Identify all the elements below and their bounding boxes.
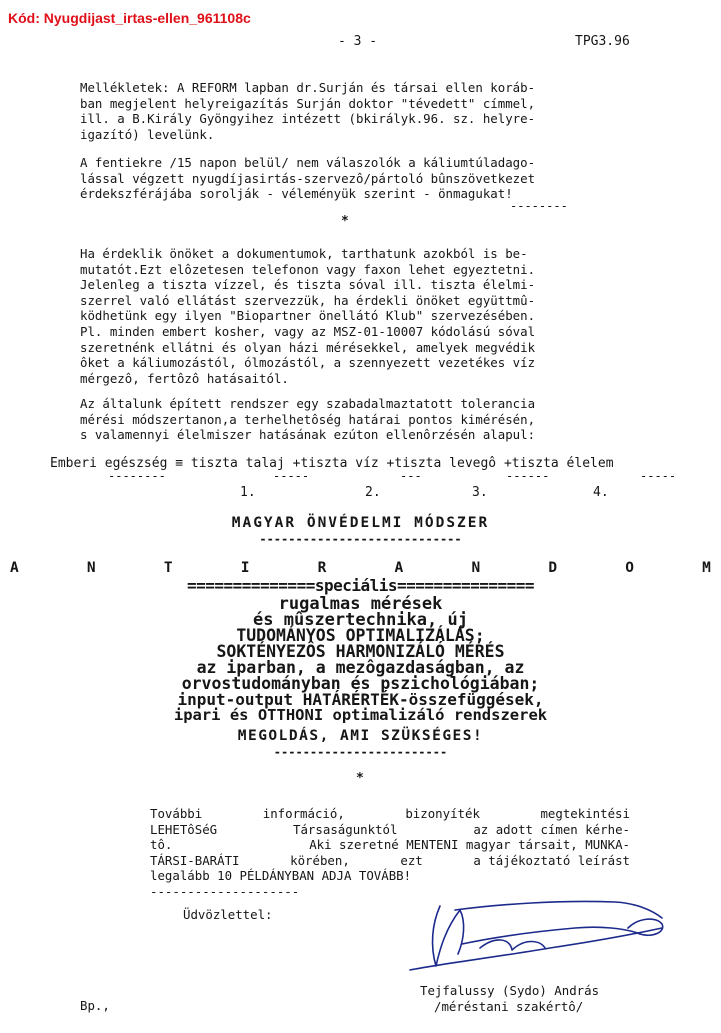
- antirandom-letter: M: [702, 560, 711, 576]
- formula-lead-underline: --------: [108, 469, 166, 483]
- warning-underline: --------: [510, 199, 568, 213]
- place-label: Bp.,: [80, 998, 110, 1013]
- formula-underline-viz: ---: [400, 469, 422, 483]
- formula-number-2: 2.: [365, 485, 381, 500]
- signer-block: [420, 983, 599, 1014]
- signer-title: /méréstani szakértô/: [434, 998, 584, 1014]
- banner-line-4: SOKTÉNYEZÔS HARMONIZÁLÓ MÉRÉS: [216, 642, 505, 661]
- documents-paragraph: Ha érdeklik önöket a dokumentumok, tarthatunk azokból is be- mutatót.Ezt elôzetesen telefonon vagy faxon lehet egyeztetni. Jelenleg a tiszta vízzel, és tiszta sóval ill. tiszta élelmi- szerrel való ellátást szervezzük, ha érdekli önöket együttmû- ködhetünk egy ilyen "Biopartner önellátó Klub" szervezésében. Pl. minden embert kosher, vagy az MSZ-01-10007 kódolású sóval szeretnénk ellátni és olyan házi mérésekkel, amelyek megvédik ôket a káliumozástól, ólmozástól, a szennyezett vezetékes víz mérgezô, fertôzô hatásaitól.: [80, 246, 536, 386]
- antirandom-letter: A: [394, 560, 404, 576]
- section-star: *: [341, 214, 349, 229]
- solution-underline: ------------------------: [273, 745, 448, 759]
- attachments-paragraph: Mellékletek: A REFORM lapban dr.Surján és társai ellen koráb- ban megjelent helyreigazítás Surján doktor "tévedett" címmel, ill. a B.Király Gyöngyihez intézett (bkirályk.96. sz. helyre- igazító) levelünk.: [80, 80, 536, 142]
- banner-title: MAGYAR ÖNVÉDELMI MÓDSZER: [231, 515, 490, 531]
- info-line-3: tô. Aki szeretné MENTENI magyar társait, MUNKA-: [150, 837, 630, 853]
- info-line-5: legalább 10 PÉLDÁNYBAN ADJA TOVÁBB!: [150, 868, 412, 884]
- info-block: [150, 806, 630, 900]
- antirandom-letter: N: [86, 560, 96, 576]
- greeting: Üdvözlettel:: [183, 907, 273, 922]
- banner-line-6: orvostudományban és pszichológiában;: [181, 674, 540, 693]
- signature-stroke: [455, 901, 662, 918]
- signature-stroke: [433, 906, 464, 966]
- formula-underline-talaj: -----: [273, 469, 310, 483]
- formula-underline-levego: ------: [506, 469, 550, 483]
- info-line-4: TÁRSI-BARÁTI körében, ezt a tájékoztató leírást: [150, 852, 630, 868]
- antirandom-letter: I: [240, 560, 250, 576]
- signature-stroke: [480, 940, 545, 950]
- signature-stroke: [628, 919, 663, 935]
- formula-number-4: 4.: [593, 485, 609, 500]
- banner-line-3: TUDOMÁNYOS OPTIMALIZÁLÁS;: [236, 626, 485, 645]
- banner-title-underline: ----------------------------: [259, 532, 462, 546]
- specialis-line: ==============speciális===============: [186, 576, 535, 595]
- system-paragraph: Az általunk épített rendszer egy szabadalmaztatott tolerancia mérési módszertanon,a terhelhetôség határai pontos kimérésén, s valamennyi élelmiszer hatásának ezúton ellenôrzésén alapul:: [80, 396, 536, 443]
- info-underline: --------------------: [150, 883, 300, 899]
- formula-underline-elelem: -----: [640, 469, 677, 483]
- banner-line-5: az iparban, a mezôgazdaságban, az: [196, 658, 525, 677]
- health-formula: Emberi egészség ≡ tiszta talaj +tiszta víz +tiszta levegô +tiszta élelem: [50, 456, 614, 471]
- solution-heading: MEGOLDÁS, AMI SZÜKSÉGES!: [237, 728, 484, 744]
- document-reference: TPG3.96: [575, 34, 630, 49]
- antirandom-letters: [10, 560, 711, 576]
- signature-stroke: [462, 927, 640, 944]
- antirandom-letter: O: [625, 560, 634, 576]
- formula-number-3: 3.: [472, 485, 488, 500]
- antirandom-letter: R: [317, 560, 327, 576]
- antirandom-letter: A: [10, 560, 19, 576]
- page-number: - 3 -: [338, 34, 378, 49]
- formula-number-1: 1.: [240, 485, 256, 500]
- signature-stroke: [410, 928, 662, 970]
- info-line-1: További információ, bizonyíték megtekintési: [150, 806, 630, 821]
- banner-line-2: és mûszertechnika, új: [253, 610, 468, 630]
- antirandom-letter: T: [163, 560, 173, 576]
- info-line-2: LEHETôSéG Társaságunktól az adott címen kérhe-: [150, 821, 630, 837]
- banner-line-8: ipari és OTTHONI optimalizáló rendszerek: [173, 706, 548, 724]
- signer-name: Tejfalussy (Sydo) András: [420, 983, 600, 998]
- handwritten-signature: [400, 888, 680, 978]
- banner-line-1: rugalmas mérések: [278, 594, 443, 614]
- banner-line-7: input-output HATÁRÉRTÉK-összefüggések,: [177, 690, 544, 709]
- antirandom-letter: N: [471, 560, 481, 576]
- warning-paragraph: A fentiekre /15 napon belül/ nem válaszolók a káliumtúladago- lással végzett nyugdíjasirtás-szervezô/pártoló bûnszövetkezet érdekszférájába sorolják - véleményük szerint - önmagukat!: [80, 155, 536, 202]
- antirandom-letter: D: [548, 560, 558, 576]
- closing-star: *: [356, 771, 364, 786]
- document-code-label: Kód: Nyugdijast_irtas-ellen_961108c: [8, 10, 251, 26]
